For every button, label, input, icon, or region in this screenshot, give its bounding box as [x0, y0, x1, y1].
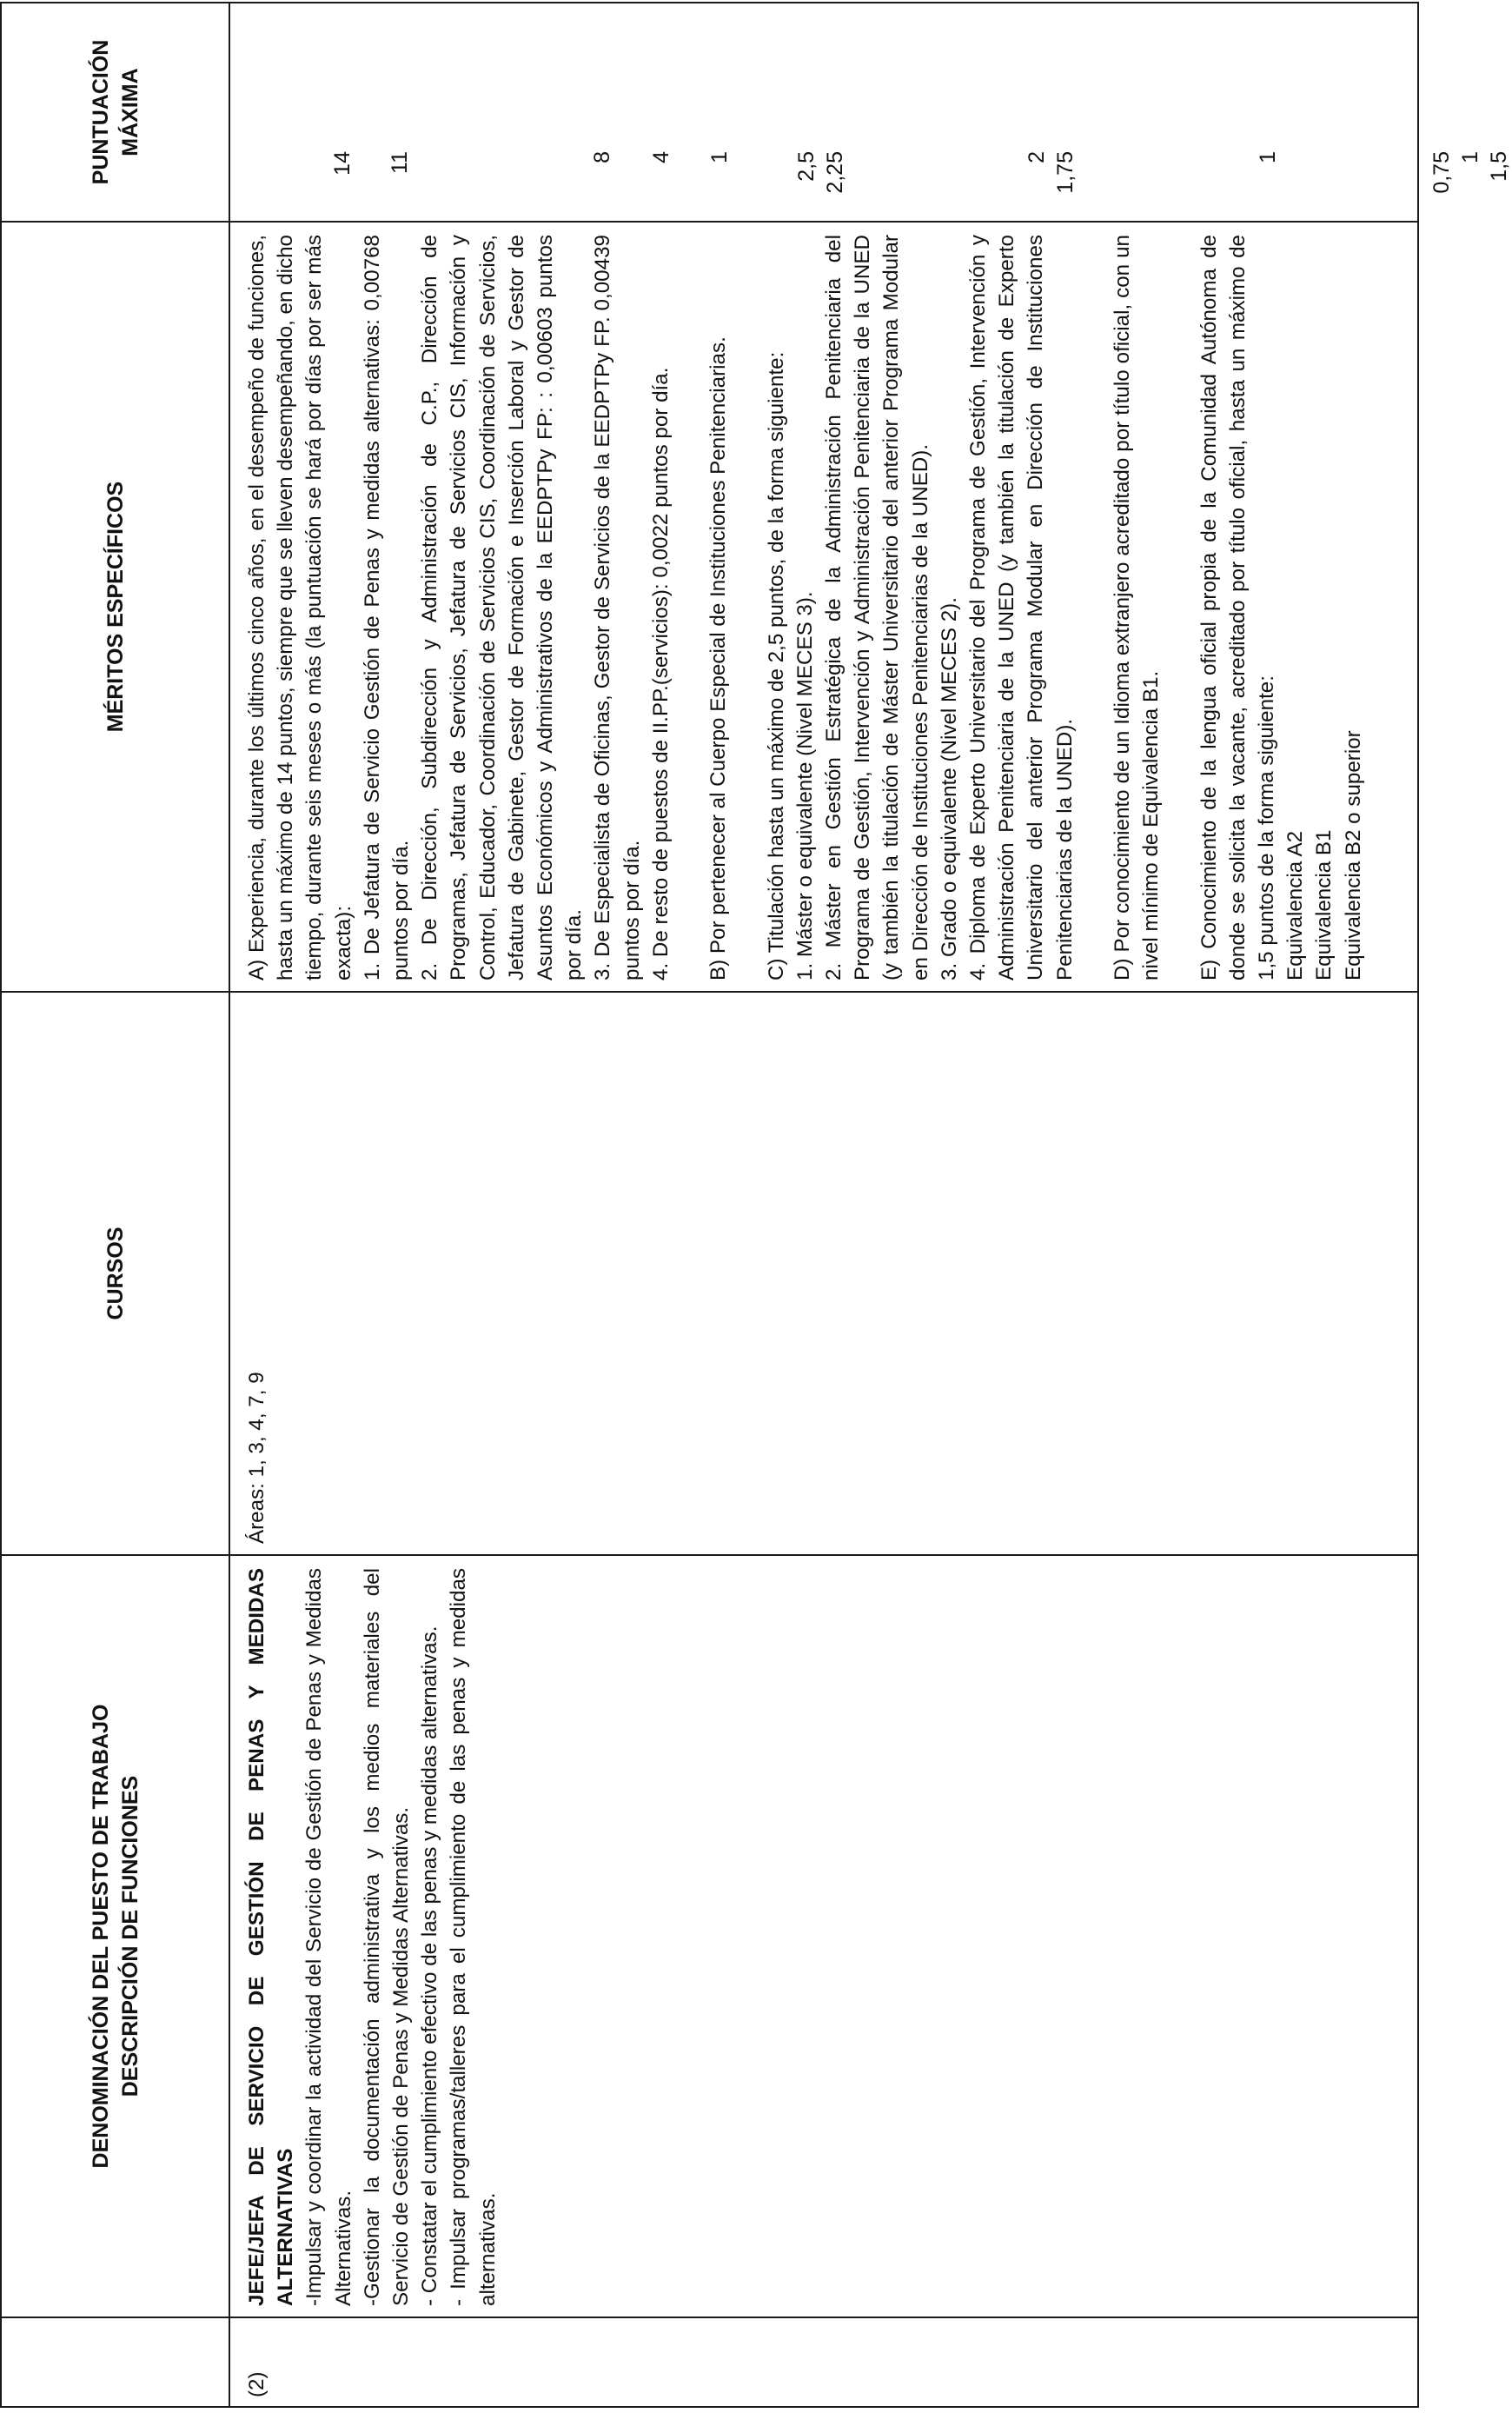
- merit-b: B) Por pertenecer al Cuerpo Especial de Instituciones Penitenciarias.: [706, 336, 731, 980]
- merit-d: D) Por conocimiento de un Idioma extranjero acreditado por título oficial, con un nivel mínimo de Equivalencia B1.: [1111, 235, 1164, 980]
- merit-a1: 1. De Jefatura de Servicio Gestión de Penas y medidas alternativas: 0,00768 puntos por día.: [360, 235, 414, 980]
- score-a: 14: [330, 151, 355, 176]
- score-d: 1: [1256, 151, 1280, 163]
- score-c1: 2,5: [794, 151, 819, 182]
- merit-a3: 3. De Especialista de Oficinas, Gestor de Servicios de la EEDPTPy FP. 0,00439 puntos por día.: [591, 235, 644, 980]
- header-job-title-line1: DENOMINACIÓN DEL PUESTO DE TRABAJO: [88, 1704, 113, 2169]
- merit-c-intro: C) Titulación hasta un máximo de 2,5 puntos, de la forma siguiente:: [764, 351, 788, 980]
- merit-e2: Equivalencia B1: [1312, 829, 1336, 980]
- row-number: (2): [245, 2371, 269, 2397]
- job-description-cell: [229, 1555, 1418, 2317]
- function-item: - Constatar el cumplimiento efectivo de las penas y medidas alternativas.: [418, 1625, 442, 2306]
- function-item: -Impulsar y coordinar la actividad del Servicio de Gestión de Penas y Medidas Alternativas.: [302, 1568, 355, 2306]
- score-e3: 1,5: [1487, 151, 1511, 182]
- score-a3: 4: [649, 151, 673, 163]
- merit-c1: 1. Máster o equivalente (Nivel MECES 3).: [792, 591, 817, 980]
- row-number-cell: [229, 2317, 1418, 2407]
- header-cursos: CURSOS: [1, 992, 229, 1555]
- score-e2: 1: [1458, 151, 1482, 163]
- score-a1: 11: [388, 151, 412, 174]
- merit-e3: Equivalencia B2 o superior: [1341, 730, 1365, 980]
- merit-c3: 3. Grado o equivalente (Nivel MECES 2).: [937, 597, 961, 980]
- score-c3: 2: [1025, 151, 1049, 163]
- function-item: - Impulsar programas/talleres para el cumplimiento de las penas y medidas alternativas.: [447, 1568, 500, 2306]
- score-e1: 0,75: [1429, 151, 1454, 194]
- score-a2: 8: [590, 151, 614, 163]
- header-meritos: MÉRITOS ESPECÍFICOS: [1, 222, 229, 992]
- merit-a2: 2. De Dirección, Subdirección y Administración de C.P., Dirección de Programas, Jefatura de Servicios, Jefatura de Servicios CIS, Información y Control, Educador, Coordinación de Servicios CIS, Coordinación de Servicios, Jefatura de Gabinete, Gestor de Formación e Inserción Laboral y Gestor de Asuntos Económicos y Administrativos de la EEDPTPy FP: : 0,00603 puntos por día.: [418, 235, 587, 980]
- merit-c2: 2. Máster en Gestión Estratégica de la Administración Penitenciaria del Programa de Gestión, Intervención y Administración Penitenciaria de la UNED (y también la titulación de Máster Universitario del anterior Programa Modular en Dirección de Instituciones Penitenciarias de la UNED).: [822, 235, 932, 980]
- header-job-title-line2: DESCRIPCIÓN DE FUNCIONES: [117, 1775, 143, 2097]
- header-puntuacion-line1: PUNTUACIÓN: [88, 39, 113, 185]
- meritos-cell: [229, 222, 1418, 992]
- puntuacion-cell: [229, 3, 1511, 222]
- table-header-row: [1, 3, 229, 2407]
- merit-e1: Equivalencia A2: [1283, 830, 1308, 980]
- job-title: JEFE/JEFA DE SERVICIO DE GESTIÓN DE PENAS Y MEDIDAS ALTERNATIVAS: [245, 1568, 298, 2306]
- merit-e-intro: E) Conocimiento de la lengua oficial propia de la Comunidad Autónoma de donde se solicita la vacante, acreditado por título oficial, hasta un máximo de 1,5 puntos de la forma siguiente:: [1197, 235, 1279, 980]
- cursos-cell: [229, 992, 1418, 1555]
- header-puntuacion: [1, 3, 229, 222]
- table-row: [229, 3, 1418, 2407]
- header-job-title: [1, 1555, 229, 2317]
- merit-a-intro: A) Experiencia, durante los últimos cinco años, en el desempeño de funciones, hasta un máximo de 14 puntos, siempre que se lleven desempeñando, en dicho tiempo, durante seis meses o más (la puntuación se hará por días por ser más exacta):: [245, 235, 355, 980]
- merit-a4: 4. De resto de puestos de II.PP.(servicios): 0,0022 puntos por día.: [648, 367, 673, 980]
- header-number: [1, 2317, 229, 2407]
- score-c2: 2,25: [823, 151, 847, 194]
- function-item: -Gestionar la documentación administrativa y los medios materiales del Servicio de Gestión de Penas y Medidas Alternativas.: [360, 1568, 414, 2306]
- score-b: 1: [707, 151, 732, 163]
- job-description: [230, 1556, 502, 2317]
- cursos-areas: Áreas: 1, 3, 4, 7, 9: [245, 1372, 269, 1544]
- job-merits-table: [0, 2, 1511, 2408]
- header-puntuacion-line2: MÁXIMA: [117, 68, 143, 156]
- merit-c4: 4. Diploma de Experto Universitario del Programa de Gestión, Intervención y Administración Penitenciaria de la UNED (y también la titulación de Experto Universitario del anterior Programa Modular en Dirección de Instituciones Penitenciarias de la UNED).: [966, 235, 1077, 980]
- meritos-list: [230, 223, 1368, 991]
- score-c4: 1,75: [1053, 151, 1078, 194]
